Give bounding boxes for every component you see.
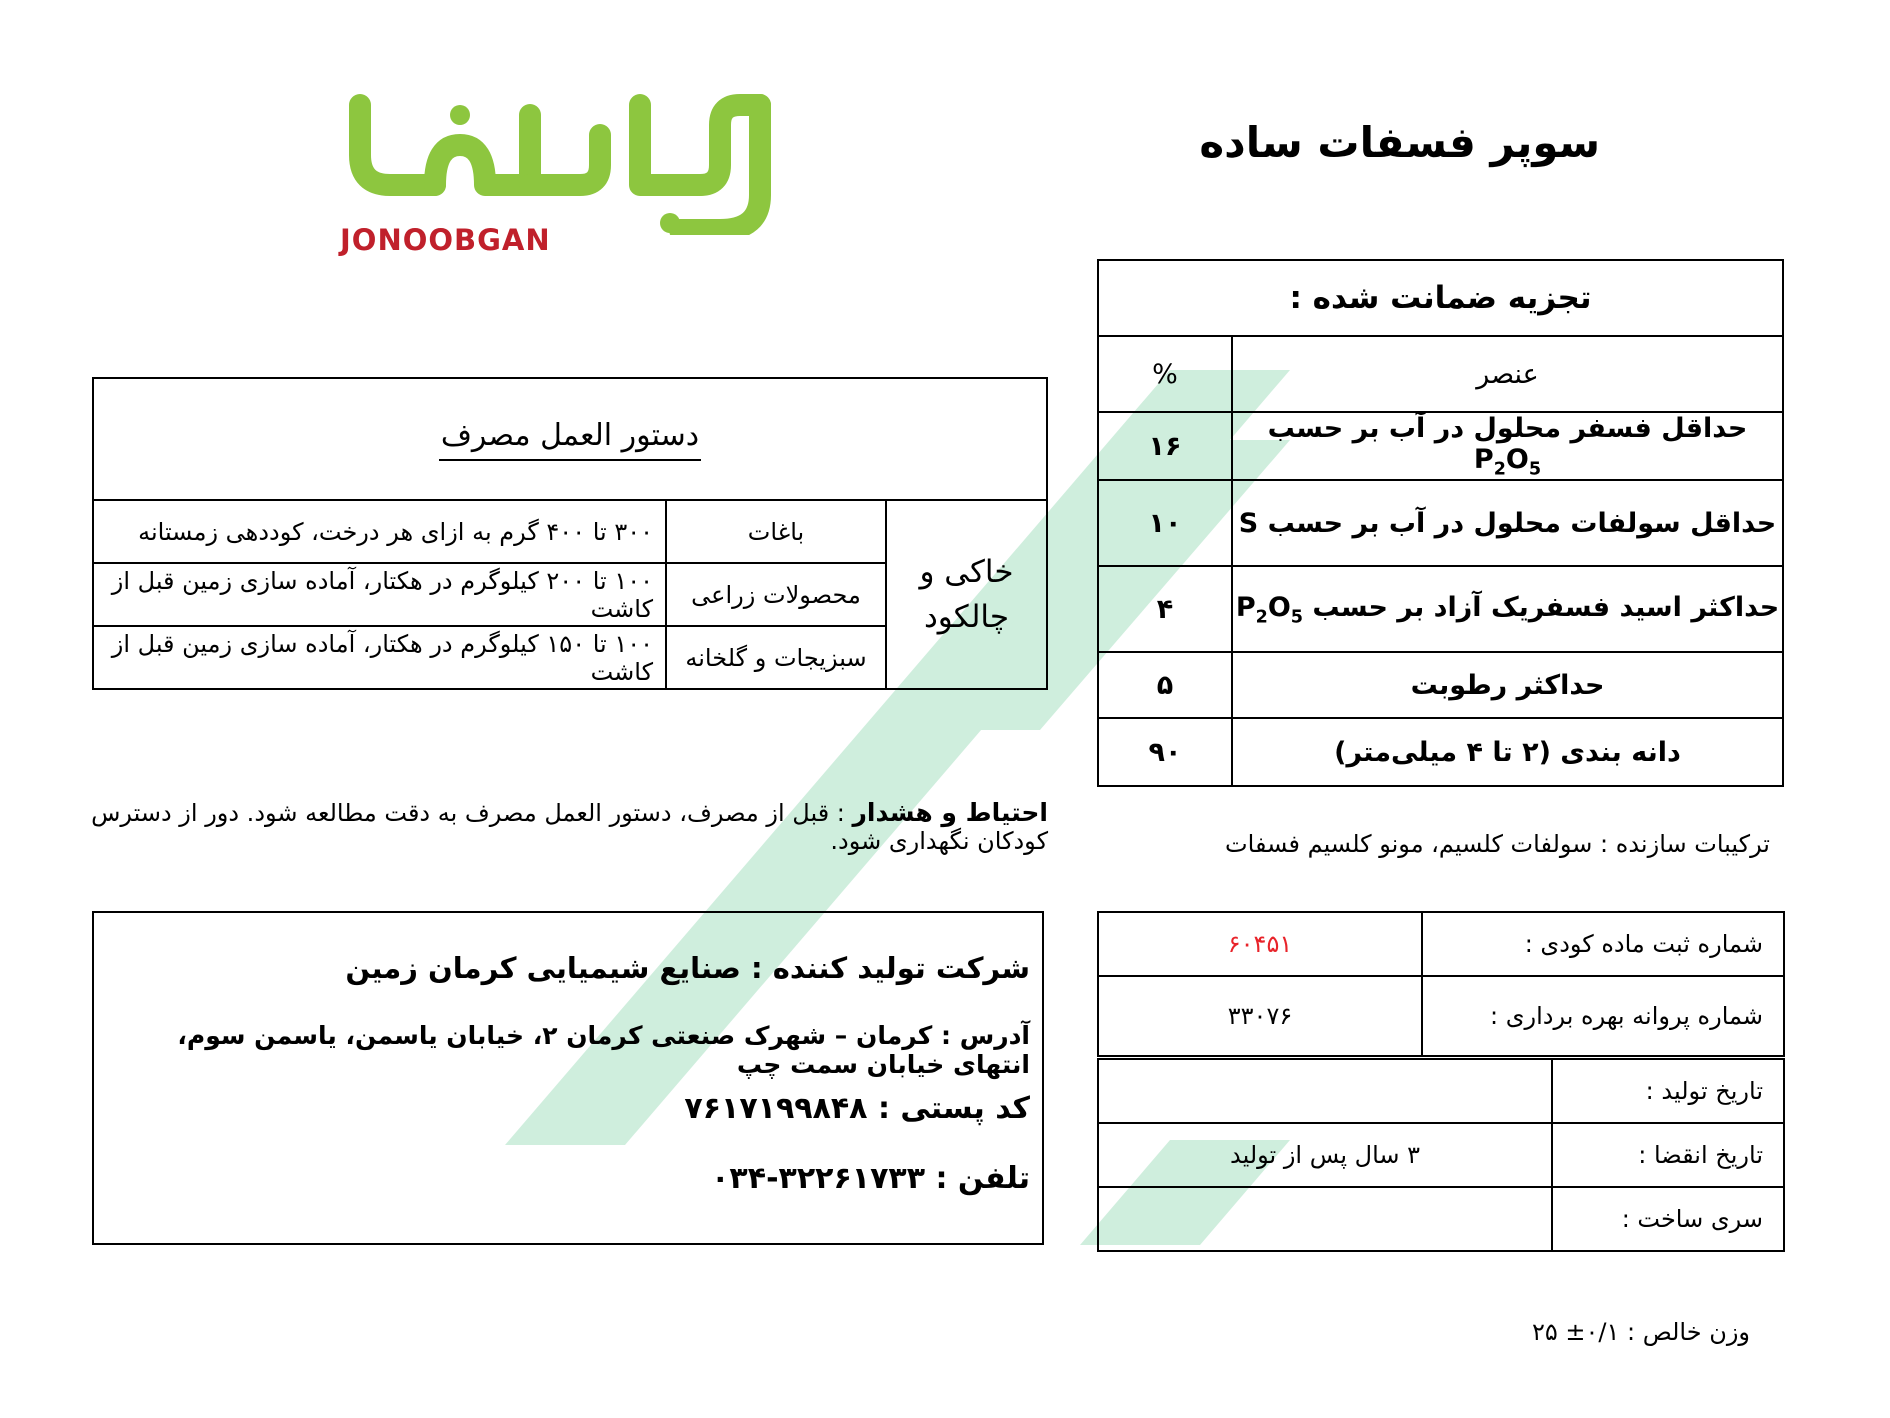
analysis-heading: تجزیه ضمانت شده : bbox=[1098, 260, 1783, 336]
manufacturer-address: آدرس : کرمان – شهرک صنعتی کرمان ۲، خیابان یاسمن، یاسمن سوم، انتهای خیابان سمت چپ bbox=[177, 1021, 1030, 1079]
analysis-value-cell: ۴ bbox=[1098, 566, 1232, 652]
analysis-value-cell: ۹۰ bbox=[1098, 718, 1232, 786]
table-row bbox=[1098, 1059, 1784, 1123]
manufacturer-company: شرکت تولید کننده : صنایع شیمیایی کرمان زمین bbox=[345, 951, 1030, 985]
rate-cell: ۳۰۰ تا ۴۰۰ گرم به ازای هر درخت، کوددهی زمستانه bbox=[93, 500, 666, 563]
manufacturer-box bbox=[92, 911, 1044, 1245]
rate-cell: ۱۰۰ تا ۲۰۰ کیلوگرم در هکتار، آماده سازی زمین قبل از کاشت bbox=[93, 563, 666, 626]
registration-number-label: شماره ثبت ماده کودی : bbox=[1422, 912, 1784, 976]
crop-cell: سبزیجات و گلخانه bbox=[666, 626, 886, 689]
manufacturer-postal-code: کد پستی : ۷۶۱۷۱۹۹۸۴۸ bbox=[684, 1091, 1030, 1126]
license-number-value: ۳۳۰۷۶ bbox=[1098, 976, 1422, 1056]
crop-cell: باغات bbox=[666, 500, 886, 563]
soil-application-cell: خاکی و چالکود bbox=[886, 500, 1047, 689]
guaranteed-analysis-table bbox=[1097, 259, 1784, 787]
expiry-date-label: تاریخ انقضا : bbox=[1552, 1123, 1784, 1187]
rate-cell: ۱۰۰ تا ۱۵۰ کیلوگرم در هکتار، آماده سازی زمین قبل از کاشت bbox=[93, 626, 666, 689]
product-title: سوپر فسفات ساده bbox=[1199, 118, 1600, 167]
license-number-label: شماره پروانه بهره برداری : bbox=[1422, 976, 1784, 1056]
batch-number-label: سری ساخت : bbox=[1552, 1187, 1784, 1251]
table-row bbox=[1098, 1123, 1784, 1187]
analysis-element-cell: حداکثر اسید فسفریک آزاد بر حسب $P_2O_5$ bbox=[1232, 566, 1783, 652]
table-row bbox=[1098, 1187, 1784, 1251]
production-date-value bbox=[1098, 1059, 1552, 1123]
usage-instructions-table bbox=[92, 377, 1048, 690]
table-row bbox=[1098, 412, 1783, 480]
p2o5-formula: $P_2O_5$ bbox=[1235, 591, 1303, 628]
table-row bbox=[1098, 652, 1783, 718]
expiry-date-value: ۳ سال پس از تولید bbox=[1098, 1123, 1552, 1187]
table-row bbox=[1098, 976, 1784, 1056]
warning-label: احتیاط و هشدار bbox=[852, 798, 1048, 827]
logo-wordmark: JONOOBGAN bbox=[340, 223, 551, 257]
batch-number-value bbox=[1098, 1187, 1552, 1251]
p2o5-formula: $P_2O_5$ bbox=[1473, 444, 1542, 480]
dates-table bbox=[1097, 1058, 1785, 1252]
warning-note bbox=[90, 798, 1048, 855]
column-header-percent: % bbox=[1098, 336, 1232, 412]
composition-note: ترکیبات سازنده : سولفات کلسیم، مونو کلسیم فسفات bbox=[1225, 830, 1770, 858]
registration-number-value: ۶۰۴۵۱ bbox=[1098, 912, 1422, 976]
table-row bbox=[1098, 566, 1783, 652]
table-row bbox=[93, 500, 1047, 563]
logo-mark-icon bbox=[340, 85, 780, 235]
company-logo bbox=[340, 85, 780, 275]
analysis-value-cell: ۱۰ bbox=[1098, 480, 1232, 566]
analysis-element-cell: حداقل سولفات محلول در آب بر حسب S bbox=[1232, 480, 1783, 566]
analysis-element-cell: حداکثر رطوبت bbox=[1232, 652, 1783, 718]
column-header-element: عنصر bbox=[1232, 336, 1783, 412]
analysis-value-cell: ۵ bbox=[1098, 652, 1232, 718]
table-row bbox=[1098, 912, 1784, 976]
analysis-element-cell: دانه بندی (۲ تا ۴ میلی‌متر) bbox=[1232, 718, 1783, 786]
production-date-label: تاریخ تولید : bbox=[1552, 1059, 1784, 1123]
table-row bbox=[1098, 718, 1783, 786]
registration-table bbox=[1097, 911, 1785, 1057]
net-weight: وزن خالص : ۰/۱± ۲۵ bbox=[1531, 1318, 1750, 1346]
analysis-value-cell: ۱۶ bbox=[1098, 412, 1232, 480]
analysis-element-cell: حداقل فسفر محلول در آب بر حسب $P_2O_5$ bbox=[1232, 412, 1783, 480]
manufacturer-phone: تلفن : ۳۲۲۶۱۷۳۳-۰۳۴ bbox=[711, 1161, 1030, 1196]
usage-title: دستور العمل مصرف bbox=[439, 418, 701, 461]
usage-title-cell bbox=[93, 378, 1047, 500]
warning-text: : قبل از مصرف، دستور العمل مصرف به دقت مطالعه شود. دور از دسترس کودکان نگهداری شود. bbox=[91, 799, 1048, 855]
crop-cell: محصولات زراعی bbox=[666, 563, 886, 626]
table-row bbox=[1098, 480, 1783, 566]
